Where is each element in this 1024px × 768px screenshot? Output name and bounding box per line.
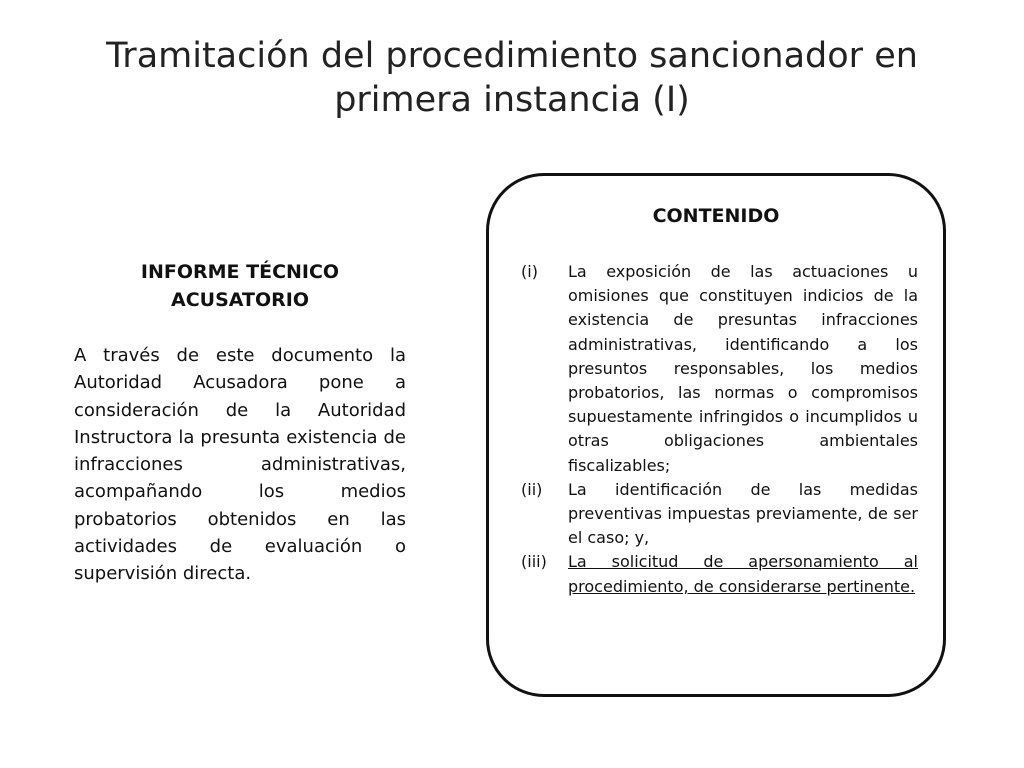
slide-title: Tramitación del procedimiento sancionador en primera instancia (I)	[106, 36, 918, 120]
list-item	[521, 550, 918, 598]
list-item-text: La solicitud de apersonamiento al procedimiento, de considerarse pertinente.	[568, 552, 918, 596]
contenido-list	[521, 260, 918, 599]
contenido-heading: CONTENIDO	[652, 205, 780, 227]
list-item	[521, 478, 918, 551]
informe-panel	[74, 258, 406, 588]
list-item-marker: (iii)	[521, 552, 547, 572]
list-item-text: La identificación de las medidas preventivas impuestas previamente, de ser el caso; y,	[568, 479, 918, 548]
informe-heading: INFORME TÉCNICO ACUSATORIO	[140, 261, 340, 311]
list-item-text: La exposición de las actuaciones u omisiones que constituyen indicios de la existencia de presuntas infracciones administrativas, identificando a los presuntos responsables, los medios probatorios, las normas o compromisos supuestamente infringidos o incumplidos u otras obligaciones ambientales fiscalizables;	[568, 262, 918, 475]
informe-description: A través de este documento la Autoridad Acusadora pone a consideración de la Autoridad Instructora la presunta existencia de infracciones administrativas, acompañando los medios probatorios obtenidos en las actividades de evaluación o supervisión directa.	[74, 345, 406, 585]
list-item	[521, 260, 918, 478]
list-item-marker: (i)	[521, 262, 538, 281]
list-item-marker: (ii)	[521, 479, 543, 499]
contenido-box	[486, 173, 946, 697]
